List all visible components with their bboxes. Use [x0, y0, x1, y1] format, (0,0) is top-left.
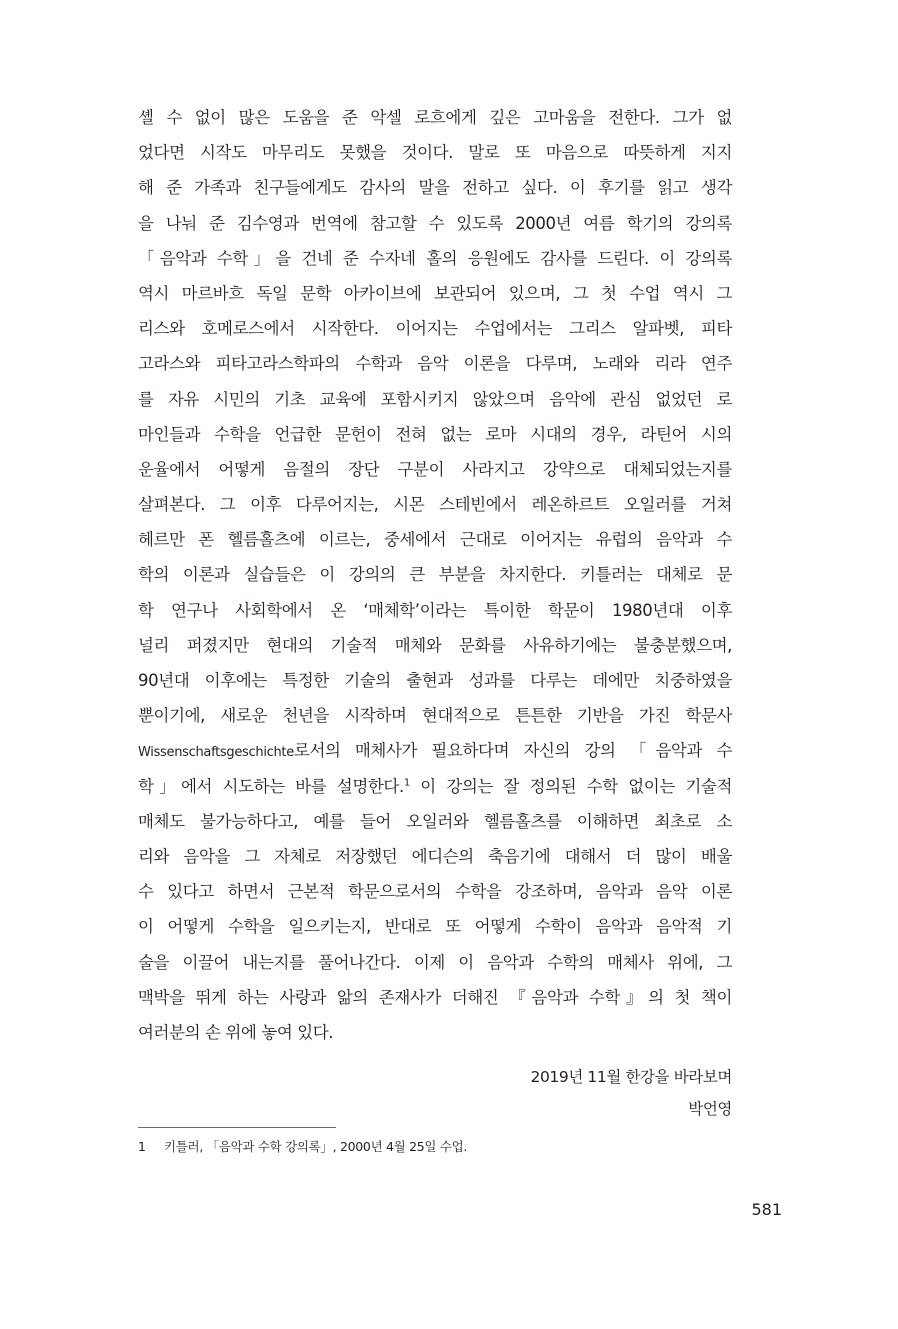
text-line: 학 연구나 사회학에서 온 ‘매체학’이라는 특이한 학문이 1980년대 이후: [138, 600, 732, 620]
text-line: 역시 마르바흐 독일 문학 아카이브에 보관되어 있으며, 그 첫 수업 역시 그: [138, 283, 732, 303]
text-line: 널리 퍼졌지만 현대의 기술적 매체와 문화를 사유하기에는 불충분했으며,: [138, 635, 732, 655]
text-line: 뿐이기에, 새로운 천년을 시작하며 현대적으로 튼튼한 기반을 가진 학문사: [138, 706, 732, 726]
footnote-divider: [138, 1127, 336, 1128]
signature-date-place: 2019년 11월 한강을 바라보며: [530, 1068, 732, 1086]
footnote-number: 1: [138, 1139, 146, 1154]
text-line: 고라스와 피타고라스학파의 수학과 음악 이론을 다루며, 노래와 리라 연주: [138, 354, 732, 374]
text-line: 이 어떻게 수학을 일으키는지, 반대로 또 어떻게 수학이 음악과 음악적 기: [138, 917, 732, 937]
text-line: 리와 음악을 그 자체로 저장했던 에디슨의 축음기에 대해서 더 많이 배울: [138, 846, 732, 866]
text-fragment: 학」에서 시도하는 바를 설명한다.: [138, 776, 404, 796]
text-fragment: 로서의 매체사가 필요하다며 자신의 강의 「음악과 수: [293, 741, 732, 761]
text-line-with-footnote-mark: [138, 769, 732, 804]
text-line: 맥박을 뛰게 하는 사랑과 앎의 존재사가 더해진 『음악과 수학』의 첫 책이: [138, 987, 732, 1007]
text-line: 해 준 가족과 친구들에게도 감사의 말을 전하고 싶다. 이 후기를 읽고 생각: [138, 178, 732, 198]
text-line: 셸 수 없이 많은 도움을 준 악셀 로흐에게 깊은 고마움을 전한다. 그가 없: [138, 108, 732, 127]
text-line: 살펴본다. 그 이후 다루어지는, 시몬 스테빈에서 레온하르트 오일러를 거쳐: [138, 495, 732, 515]
text-line: 「음악과 수학」을 건네 준 수자네 홀의 응원에도 감사를 드린다. 이 강의록: [138, 248, 732, 268]
text-line: 90년대 이후에는 특정한 기술의 출현과 성과를 다루는 데에만 치중하였을: [138, 671, 732, 690]
text-line: 리스와 호메로스에서 시작한다. 이어지는 수업에서는 그리스 알파벳, 피타: [138, 319, 732, 339]
text-line: 헤르만 폰 헬름홀츠에 이르는, 중세에서 근대로 이어지는 유럽의 음악과 수: [138, 530, 732, 550]
text-line: 수 있다고 하면서 근본적 학문으로서의 수학을 강조하며, 음악과 음악 이론: [138, 882, 732, 902]
text-line-last: 여러분의 손 위에 놓여 있다.: [138, 1022, 334, 1042]
foreign-term: Wissenschaftsgeschichte: [138, 745, 294, 761]
page-number: 581: [751, 1200, 782, 1219]
text-line-with-foreign-term: [138, 733, 732, 768]
text-fragment: 이 강의는 잘 정의된 수학 없이는 기술적: [409, 776, 732, 796]
text-line: 학의 이론과 실습들은 이 강의의 큰 부분을 차지한다. 키틀러는 대체로 문: [138, 565, 732, 585]
text-line: 술을 이끌어 내는지를 풀어나간다. 이제 이 음악과 수학의 매체사 위에, 그: [138, 952, 732, 972]
text-line: 운율에서 어떻게 음절의 장단 구분이 사라지고 강약으로 대체되었는지를: [138, 459, 732, 479]
text-line: 었다면 시작도 마무리도 못했을 것이다. 말로 또 마음으로 따뜻하게 지지: [138, 143, 732, 163]
afterword-body-text: [138, 100, 732, 1050]
footnote: [138, 1137, 467, 1157]
footnote-text: 키틀러, 「음악과 수학 강의록」, 2000년 4월 25일 수업.: [164, 1139, 468, 1154]
text-line: 마인들과 수학을 언급한 문헌이 전혀 없는 로마 시대의 경우, 라틴어 시의: [138, 424, 732, 444]
footnote-reference-mark: 1: [403, 777, 410, 789]
text-line: 을 나눠 준 김수영과 번역에 참고할 수 있도록 2000년 여름 학기의 강의록: [138, 213, 732, 233]
text-line: 매체도 불가능하다고, 예를 들어 오일러와 헬름홀츠를 이해하면 최초로 소: [138, 811, 732, 831]
text-line: 를 자유 시민의 기초 교육에 포함시키지 않았으며 음악에 관심 없었던 로: [138, 389, 732, 409]
signature-author: 박언영: [688, 1100, 732, 1118]
